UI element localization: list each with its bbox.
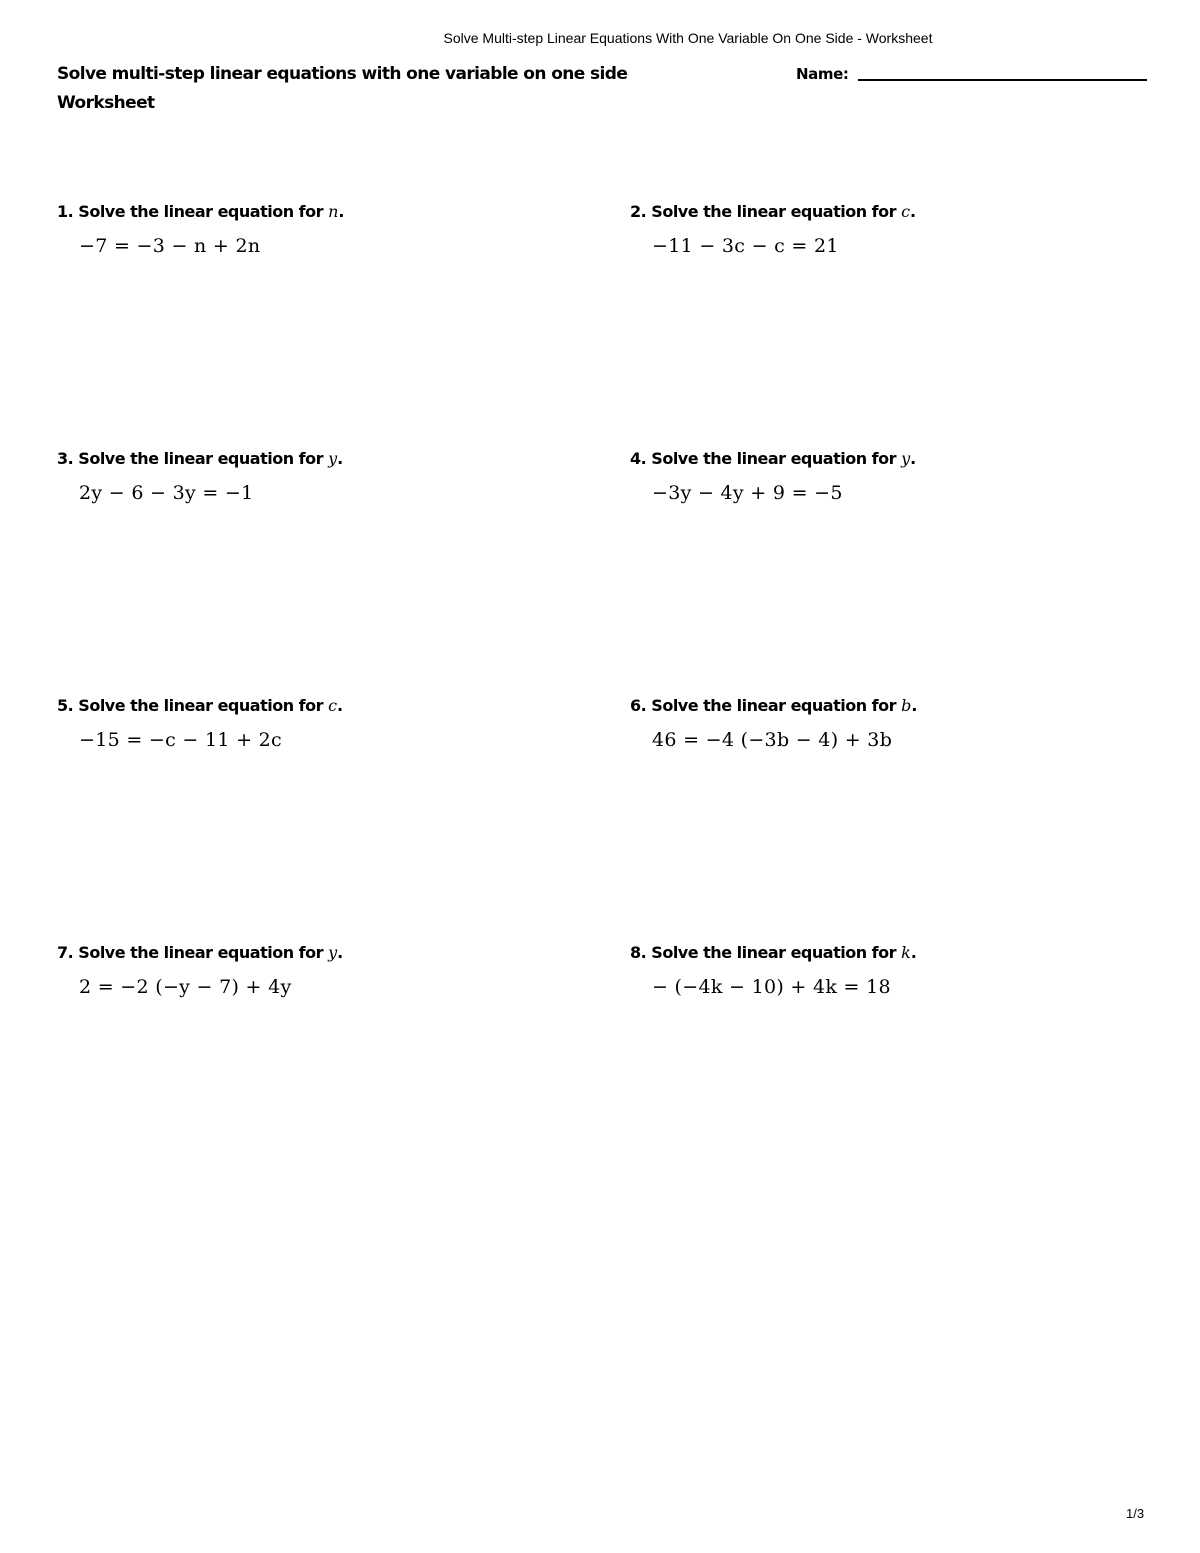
problem-prompt: 2. Solve the linear equation for c. xyxy=(630,202,916,221)
problem-equation: − (−4k − 10) + 4k = 18 xyxy=(652,976,891,998)
problem-number: 4. xyxy=(630,449,647,468)
problem-8 xyxy=(630,943,1150,998)
problem-equation: −3y − 4y + 9 = −5 xyxy=(652,482,843,504)
problem-prompt: 8. Solve the linear equation for k. xyxy=(630,943,917,962)
name-field[interactable] xyxy=(796,65,1147,83)
problem-3 xyxy=(57,449,577,504)
problem-prompt: 5. Solve the linear equation for c. xyxy=(57,696,343,715)
problem-instruction: Solve the linear equation for xyxy=(651,696,896,715)
problem-4 xyxy=(630,449,1150,504)
problem-equation: −11 − 3c − c = 21 xyxy=(652,235,839,257)
problem-number: 7. xyxy=(57,943,74,962)
running-header: Solve Multi-step Linear Equations With One Variable On One Side - Worksheet xyxy=(443,30,933,46)
problem-variable: c xyxy=(901,202,911,221)
problem-number: 6. xyxy=(630,696,647,715)
worksheet-title-line1: Solve multi-step linear equations with one variable on one side xyxy=(57,64,628,84)
page-indicator: 1/3 xyxy=(1126,1506,1145,1521)
worksheet-title-line2: Worksheet xyxy=(57,93,155,113)
problem-variable: b xyxy=(901,696,912,715)
problem-number: 8. xyxy=(630,943,647,962)
problem-instruction: Solve the linear equation for xyxy=(78,943,323,962)
name-label: Name: xyxy=(796,65,849,83)
problem-prompt: 6. Solve the linear equation for b. xyxy=(630,696,917,715)
problem-instruction: Solve the linear equation for xyxy=(78,449,323,468)
problem-number: 3. xyxy=(57,449,74,468)
problem-prompt: 7. Solve the linear equation for y. xyxy=(57,943,343,962)
problem-equation: 2y − 6 − 3y = −1 xyxy=(79,482,254,504)
problem-6 xyxy=(630,696,1150,751)
problem-number: 5. xyxy=(57,696,74,715)
problem-prompt: 4. Solve the linear equation for y. xyxy=(630,449,916,468)
problem-instruction: Solve the linear equation for xyxy=(651,202,896,221)
problem-2 xyxy=(630,202,1150,257)
problem-variable: k xyxy=(901,943,911,962)
name-blank-line[interactable] xyxy=(858,79,1147,81)
problem-prompt: 3. Solve the linear equation for y. xyxy=(57,449,343,468)
problem-instruction: Solve the linear equation for xyxy=(78,696,323,715)
problem-variable: y xyxy=(901,449,911,468)
problem-1 xyxy=(57,202,577,257)
problem-number: 2. xyxy=(630,202,647,221)
problem-number: 1. xyxy=(57,202,74,221)
problem-equation: 2 = −2 (−y − 7) + 4y xyxy=(79,976,292,998)
problem-instruction: Solve the linear equation for xyxy=(78,202,323,221)
problem-instruction: Solve the linear equation for xyxy=(651,943,896,962)
problem-equation: −15 = −c − 11 + 2c xyxy=(79,729,282,751)
problem-prompt: 1. Solve the linear equation for n. xyxy=(57,202,344,221)
worksheet-title xyxy=(57,60,697,118)
problem-variable: c xyxy=(328,696,338,715)
problem-7 xyxy=(57,943,577,998)
problem-variable: y xyxy=(328,449,338,468)
problem-variable: y xyxy=(328,943,338,962)
problem-equation: −7 = −3 − n + 2n xyxy=(79,235,261,257)
problem-instruction: Solve the linear equation for xyxy=(651,449,896,468)
problem-variable: n xyxy=(328,202,339,221)
problem-5 xyxy=(57,696,577,751)
problem-equation: 46 = −4 (−3b − 4) + 3b xyxy=(652,729,893,751)
